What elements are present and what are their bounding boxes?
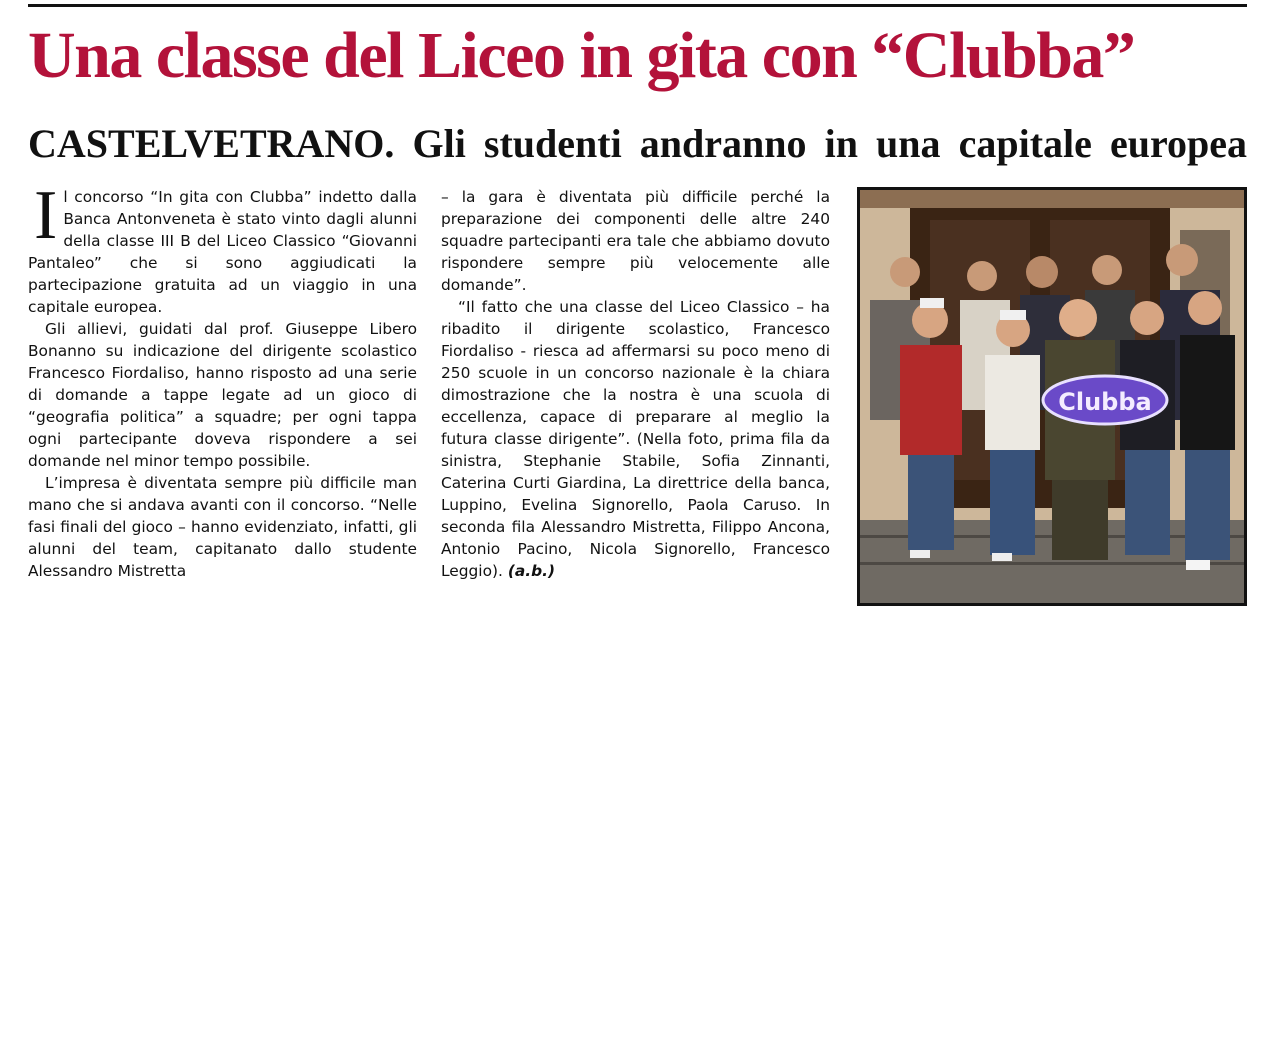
paragraph-5-text: “Il fatto che una classe del Liceo Classico – ha ribadito il dirigente scolastico, Francesco Fiordaliso - riesca ad affermarsi su poco meno di 250 scuole in un concorso nazionale è la chiara dimostrazione che la nostra è una scuola di eccellenza, capace di preparare al meglio la futura classe dirigente”. (Nella foto, prima fila da sinistra, Stephanie Stabile, Sofia Zinnanti, Caterina Curti Giardina, La direttrice della banca, Luppino, Evelina Signorello, Paola Caruso. In seconda fila Alessandro Mistretta, Filippo Ancona, Antonio Pacino, Nicola Signorello, Francesco Leggio). <box>441 298 830 580</box>
top-rule <box>28 4 1247 7</box>
article-column-2 <box>441 186 830 582</box>
headline: Una classe del Liceo in gita con “Clubba” <box>28 19 1135 92</box>
paragraph-1 <box>28 177 417 318</box>
paragraph-3: L’impresa è diventata sempre più difficile man mano che si andava avanti con il concorso. “Nelle fasi finali del gioco – hanno evidenziato, infatti, gli alunni del team, capitanato dallo studente Alessandro Mistretta <box>28 474 417 580</box>
paragraph-1-text: l concorso “In gita con Clubba” indetto dalla Banca Antonveneta è stato vinto dagli alunni della classe III B del Liceo Classico “Giovanni Pantaleo” che si sono aggiudicati la partecipazione gratuita ad un viaggio in una capitale europea. <box>28 188 417 316</box>
group-photo <box>857 187 1247 606</box>
clubba-sign <box>1043 376 1167 424</box>
clubba-sign-text: Clubba <box>1058 388 1152 416</box>
group-photo-illustration <box>860 190 1244 603</box>
dropcap: I <box>34 177 58 254</box>
author-signoff: (a.b.) <box>507 562 555 580</box>
article-column-1 <box>28 177 417 582</box>
paragraph-4: – la gara è diventata più difficile perché la preparazione dei componenti delle altre 240 squadre partecipanti era tale che abbiamo dovuto rispondere sempre più velocemente alle domande”. <box>441 188 830 294</box>
cornice <box>860 190 1244 208</box>
subheadline: CASTELVETRANO. Gli studenti andranno in una capitale europea <box>28 121 1247 166</box>
paragraph-2: Gli allievi, guidati dal prof. Giuseppe Libero Bonanno su indicazione del dirigente scolastico Francesco Fiordaliso, hanno risposto ad una serie di domande a tappe legate ad un gioco di “geografia politica” a squadre; per ogni tappa ogni partecipante doveva rispondere a sei domande nel minor tempo possibile. <box>28 320 417 470</box>
paragraph-5 <box>441 296 830 582</box>
